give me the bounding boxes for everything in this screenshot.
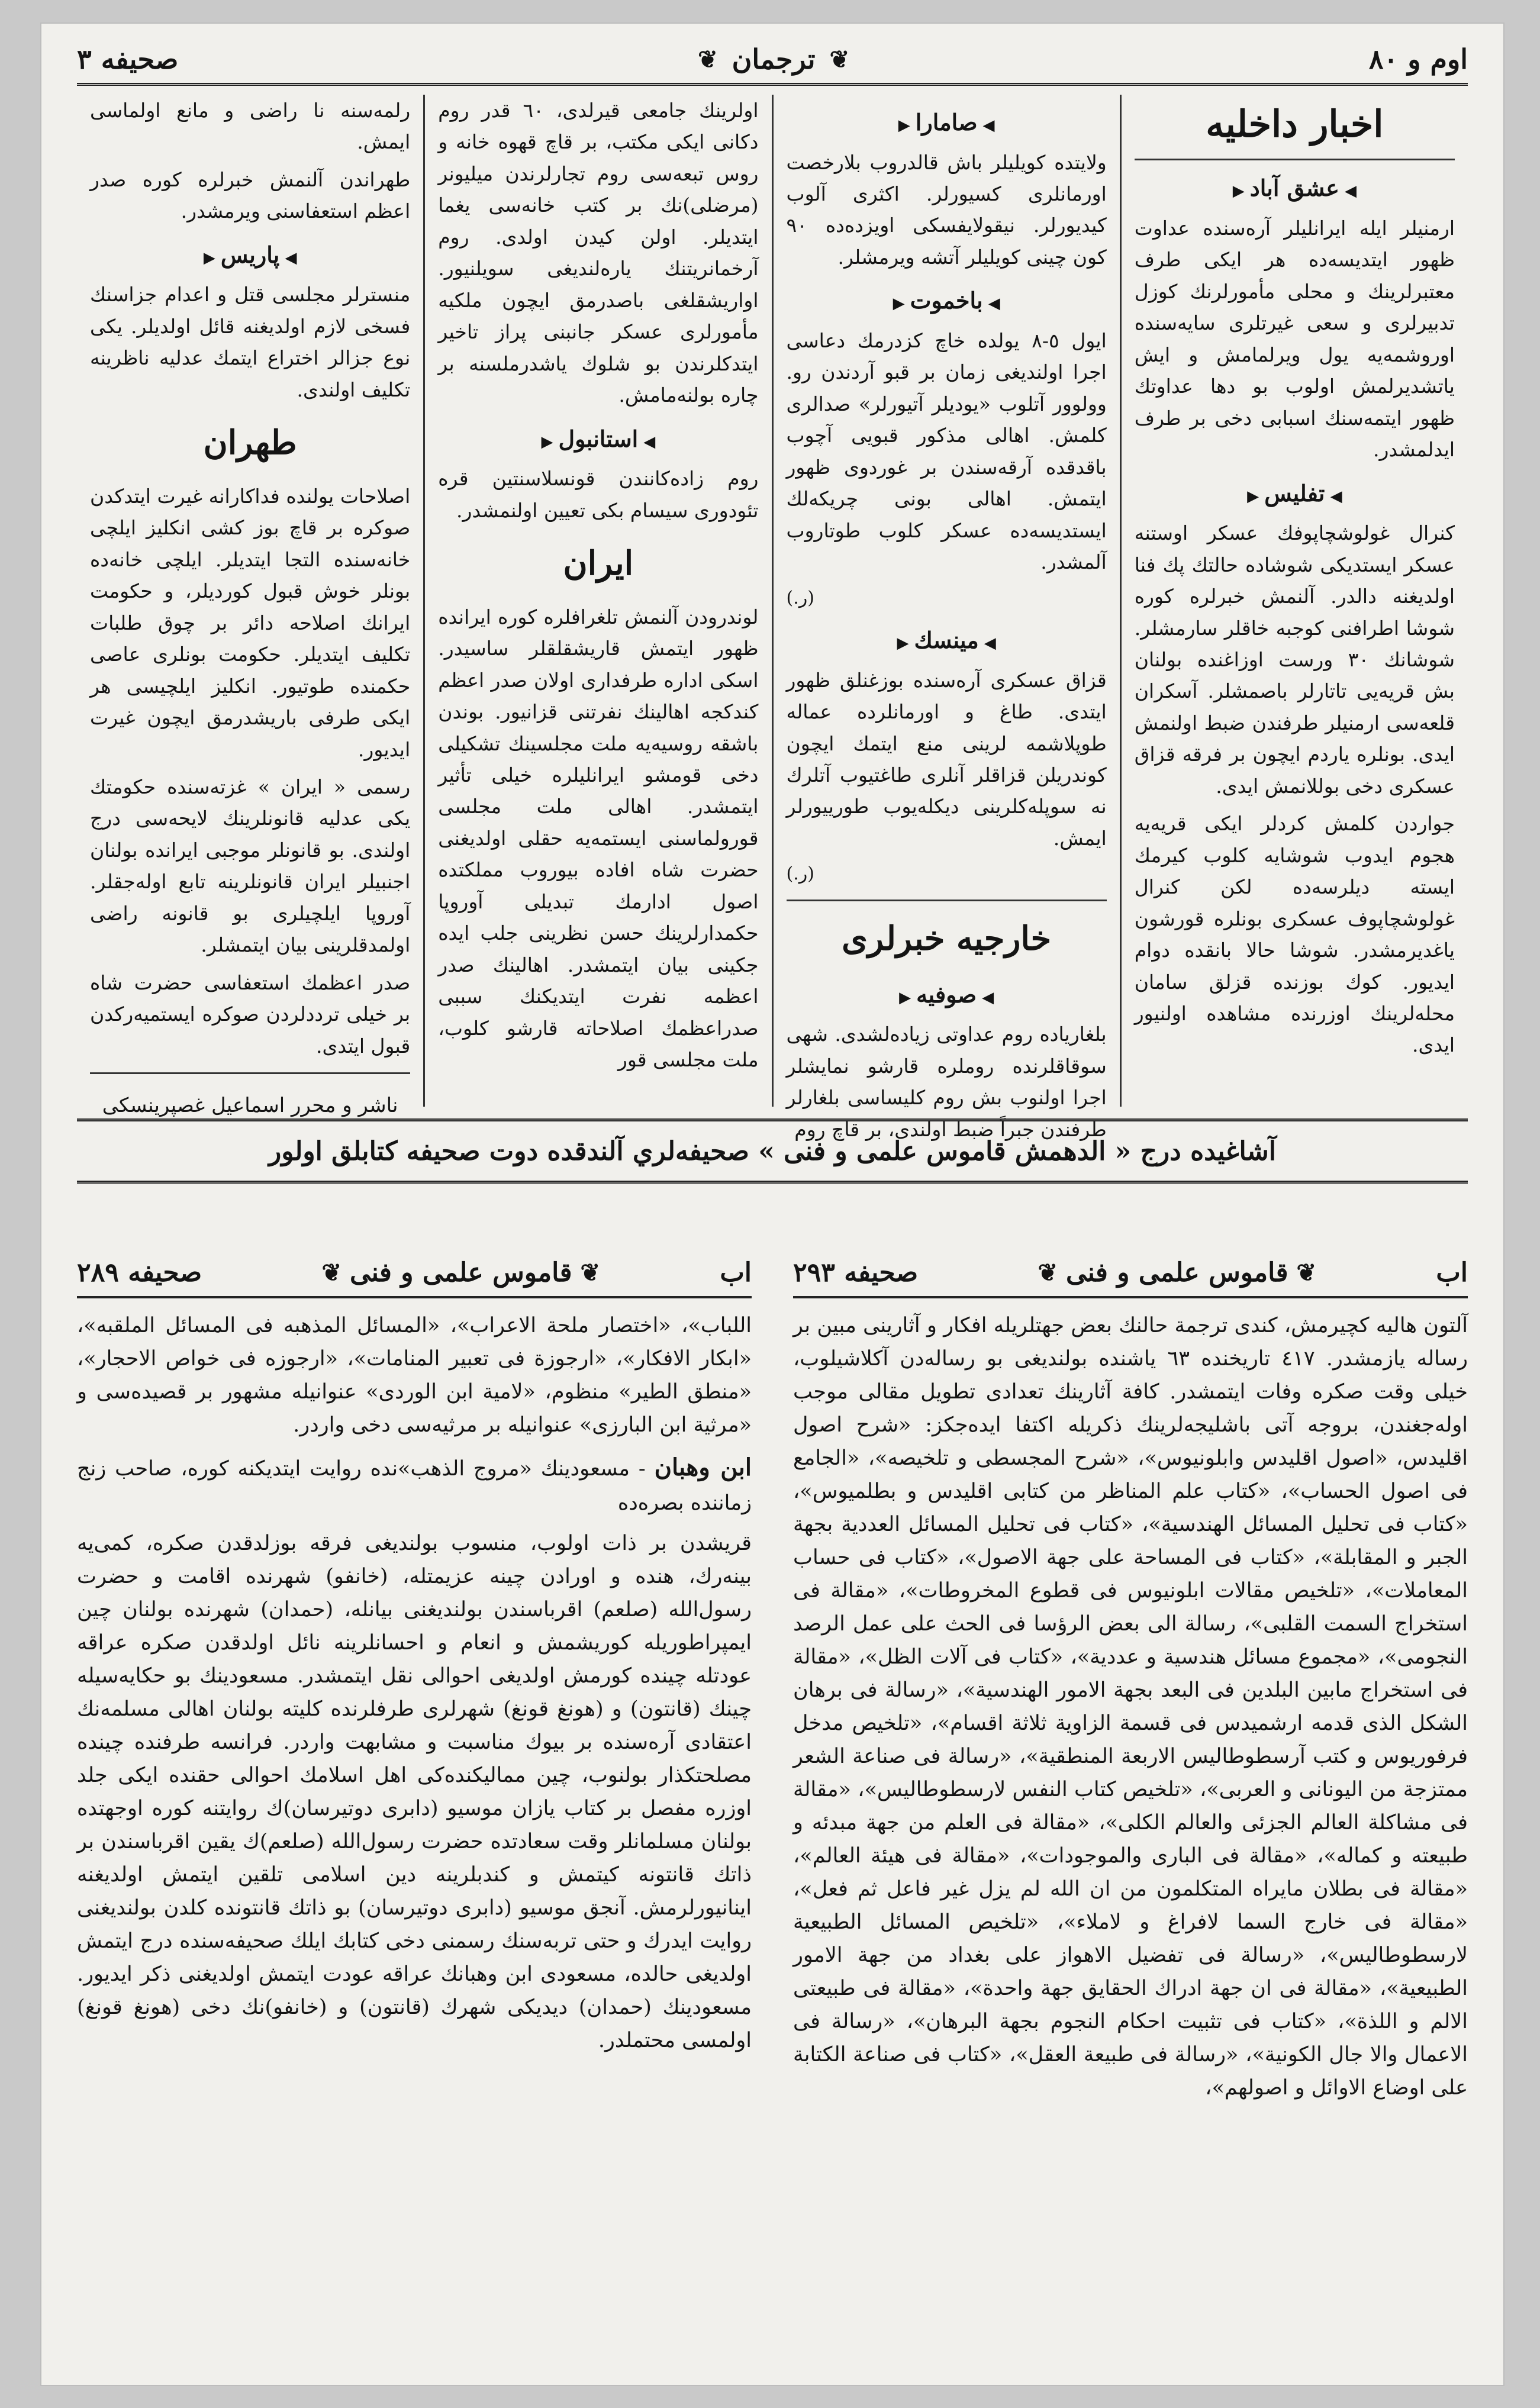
dictionary-paragraph: آلتون هاليه كچيرمش، كندى ترجمة حالنك بعض جهتلريله افكار و آثارينى مبين بر رساله يازمشدر. ٤١٧ تاريخنده ٦٣ ياشنده بولنديغى بو رساله‌دن آكلاشيلوب، خيلى وقت صكره وفات ايتمشدر. كافة آثارينك تعدادى تطويل مقالى موجب اوله‌جغندن، بروجه آتى باشليجه‌لرينك ذكريله اكتفا ايده‌جكز: «شرح اصول اقليدس، «اصول اقليدس وابلونيوس»، «شرح المجسطى و تلخيصه»، «الجامع فى اصول الحساب»، «كتاب علم المناظر من كتابى اقليدس و بطلميوس»، «كتاب فى تحليل المسائل الهندسية»، «كتاب فى تحليل المسائل العددية بجهة الجبر و المقابلة»، «كتاب فى المساحة على جهة الاصول»، «كتاب فى حساب المعاملات»، «تلخيص مقالات ابلونيوس فى قطوع المخروطات»، «مقالة فى استخراج السمت القلبى»، رسالة الى بعض الرؤسا فى الحث على عمل الرصد النجومى»، «مجموع مسائل هندسية و عددية»، «كتاب فى آلات الظل»، «مقالة فى استخراج مابين البلدين فى البعد بجهة الامور الهندسية»، «رسالة فى برهان الشكل الذى قدمه ارشميدس فى قسمة الزاوية ثلاثة اقسام»، «تلخيص مدخل فرفوريوس و كتب آرسطوطاليس الاربعة المنطقية»، «رسالة فى صناعة الشعر ممتزجة من اليونانى و العربى»، «تلخيص كتاب النفس لارسطوطاليس»، «مقالة فى مشاكلة العالم الجزئى والعالم الكلى»، «مقالة فى العلم من جهة مبدئه و طبيعته و كماله»، «مقالة فى البارى والموجودات»، «مقالة فى هيئة العالم»، «مقالة فى بطلان مايراه المتكلمون من ان الله لم يزل غير فاعل ثم فعل»، «مقالة فى خارج السما لافراغ و لاملاء»، «تلخيص المسائل الطبيعية لارسطوطاليس»، «رسالة فى تفضيل الاهواز على بغداد من جهة الامور الطبيعية»، «مقالة فى ان جهة ادراك الحقايق جهة واحدة»، «مقالة فى طبيعتى الالم و اللذة»، «كتاب فى تثبيت احكام النجوم بجهة البرهان»، «رسالة فى الاعمال والا جال الكونية»، «رسالة فى طبيعة العقل»، «كتاب فى صناعة الكتابة على اوضاع الاوائل و اصولهم»، [793, 1314, 1468, 2100]
column-domestic [1120, 95, 1468, 1107]
article-heading: ◀ عشق آباد ▶ [1135, 170, 1455, 207]
issue-number: اوم و ٨٠ [1368, 43, 1468, 75]
article-text: اصلاحات يولنده فداكارانه غيرت ايتدكدن صوكره بر قاچ بوز كشى انكليز ايلچى خانه‌سنده التجا ايتديلر. ايلچى خانه‌ده بونلر خوش قبول كورديلر، و حكومت ايرانك اصلاحه دائر بر چوق طلبات تكليف ايتديلر. حكومت بونلرى عاصى حكمنده طوتيور. انكليز ايلچيسى هر ايكى طرفى باريشدرمق ايچون غيرت ايديور. [90, 484, 411, 761]
ornament-icon: ❦ [1296, 1258, 1317, 1287]
column-3 [423, 95, 771, 1107]
article-heading-large: ايران [563, 543, 634, 583]
page-label: صحيفه ٣ [77, 43, 179, 75]
entry-headword: ابن وهبان [654, 1453, 752, 1481]
article-text: صدر اعظمك استعفاسى حضرت شاه بر خيلى ترددلردن صوكره ايستميه‌ركدن قبول ايتدى. [90, 971, 411, 1058]
article-text: جواردن كلمش كردلر ايكى قريه‌يه هجوم ايدوب شوشايه كلوب كيرمك ايسته ديلرسه‌ده لكن كنرال غولوشچاپوف عسكرى بونلره قورشون ياغديرمشدر. شوشا حالا بانقده دوام ايديور. كوك بوزنده قزلق سامان محله‌لرينك اوزرنده مشاهده اولنيور ايدى. [1134, 812, 1455, 1057]
column-2 [772, 95, 1120, 1141]
article-heading: ◀ صوفيه ▶ [787, 976, 1107, 1013]
article-text: قزاق عسكرى آره‌سنده بوزغنلق ظهور ايتدى. طاغ و اورمانلرده عماله طوپلاشمه لرينى منع ايتمك ايچون كوندريلن قزاقلر آنلرى طاغتيوب آتلرك نه سوپله‌كلرينى ديكله‌يوب طورييورلر ايمش. [786, 668, 1107, 850]
dictionary-page-left [77, 1249, 752, 2367]
article-text: ولايتده كويليلر باش قالدروب بلارخصت اورمانلرى كسيورلر. اكثرى آلوب كيديورلر. نيقولايفسكى اويزده‌ده ٩٠ كون چينى كويليلر آتشه ويرمشلر. [786, 150, 1107, 269]
masthead [77, 36, 1468, 86]
article-text: روم زاده‌كانندن قونسلاسنتين قره تئودورى سيسام بكى تعيين اولنمشدر. [438, 467, 759, 522]
article-text: رلمه‌سنه نا راضى و مانع اولماسى ايمش. [90, 99, 411, 154]
supplement-banner [77, 1118, 1468, 1184]
newspaper-title: ترجمان [732, 43, 816, 75]
banner-text: آشاغيده درج « الدهمش قاموس علمى و فنى » صحيفه‌لري آلندقده دوت صحيفه كتابلق اولور [268, 1136, 1277, 1166]
dictionary-page-right [793, 1249, 1468, 2367]
dictionary-pages [77, 1249, 1468, 2367]
dictionary-paragraph: قريشدن بر ذات اولوب، منسوب بولنديغى فرقه بوزلدقدن صكره، كمى‌يه بينه‌رك، هنده و اورادن چينه عزيمتله، (خانفو) شهرنده اقامت و حضرت رسول‌الله (صلعم) اقرباسندن بولنديغنى بيانله، (حمدان) شهرنده بولنان چين ايمپراطوريله كوريشمش و انعام و احسانلرينه نائل اولدقدن صكره عراقه عودتله چينده كورمش اولديغى احوالى نقل ايتمشدر. مسعودينك بو حكايه‌سيله چينك (قانتون) و (هونغ قونغ) شهرلرى طرفلرنده كليته بولنان اهالى مسلمه‌نك اعتقادى آره‌سنده بر بيوك مناسبت و مشابهت واردر. فرانسه طرفنده چينده مصلحتكذار بولنوب، چين مماليكنده‌كى اهل اسلامك احوالى حقنده ايكى جلد اوزره مفصل بر كتاب يازان موسيو (دابرى دوتيرسان)ك روايتنه كوره اوجهتده بولنان مسلمانلر وقت سعادتده حضرت رسول‌الله (صلعم)ك يقين اقرباسندن بر ذاتك قانتونه كيتمش و كندبلرينه دين اسلامى تلقين ايتمش اولديغنه اينانيورلرمش. آنجق موسيو (دابرى دوتيرسان) بو ذاتك قانتونده كلدن بولنديغنى روايت ايدرك و حتى تربه‌سنك رسمنى دخى كتابك ايلك صحيفه‌سنده درج ايتمش اولديغى حالده، مسعودى ابن وهبانك عراقه عودت ايتمش اولديغنى ذكر ايديور. مسعودينك (حمدان) ديديكى شهرك (قانتون) و (خانفو)نك دخى (هونغ قونغ) اولمسى محتملدر. [77, 1532, 752, 2052]
article-text: ايول ٥-٨ يولده خاچ كزدرمك دعاسى اجرا اولنديغى زمان بر قبو آردندن رو. وولوور آتلوب «يوديلر آتيورلر» صدالرى كلمش. اهالى مذكور قبويى آچوب باقدقده آرقه‌سندن بر غوردوى ظهور ايتمش. اهالى بونى چريكه‌لك ايستديسه‌ده عسكر كلوب طوتاروب آلمشدر. [786, 328, 1107, 574]
article-heading: ◀ باخموت ▶ [787, 282, 1107, 319]
divider [787, 900, 1107, 901]
article-heading: ◀ پاريس ▶ [90, 237, 410, 273]
dictionary-title: قاموس علمى و فنى [1065, 1257, 1288, 1288]
article-signature: (ر.) [786, 587, 814, 608]
article-text: لوندرودن آلنمش تلغرافلره كوره ايرانده ظهور ايتمش قاريشقلقلر ساسيدر. اسكى اداره طرفدارى اولان صدر اعظم كندكجه اهالينك نفرتنى قزانيور. بوندن باشقه روسيه‌يه ملت مجلسينك تشكيلى دخى قومشو ايرانليلره خيلى تأثير ايتمشدر. اهالى ملت مجلسى قورولماسنى ايستمه‌يه حقلى اولديغنى حضرت شاه افاده بيوروب مملكتده اصول ادارمك تبديلى آوروپا حكمدارلرينك حسن نظرينى جلب ايده جكينى بيان ايتمشدر. اهالينك صدر اعظمه نفرت ايتديكنك سببى صدراعظمك اصلاحاته قارشو كلوب، ملت مجلسى قور [438, 605, 759, 1072]
ornament-icon: ❦ [698, 45, 718, 73]
article-heading-large: طهران [203, 423, 297, 463]
dictionary-entry [77, 1449, 752, 1520]
dictionary-title-group [1038, 1258, 1316, 1288]
section-heading-domestic: اخبار داخليه [1135, 95, 1455, 160]
article-text: ارمنيلر ايله ايرانليلر آره‌سنده عداوت ظهور ايتديسه‌ده هر ايكى طرف معتبرلرينك و محلى مأمورلرنك كوزل تدبيرلرى و سعى غيرتلرى سايه‌سنده اوروشمه‌يه يول ويرلمامش و ايش ياتشديرلمش اولوب بو دها عداوتك ظهور ايتمه‌سنك اسبابى دخى بر طرف ايدلمشدر. [1134, 216, 1455, 462]
article-text: بلغارياده روم عداوتى زياده‌لشدى. شهى سوقاقلرنده روملره قارشو نمايشلر اجرا اولنوب بش روم كليساسى بلغارلر طرفندن جبراً ضبط اولندى، بر قاچ روم [786, 1023, 1107, 1141]
article-text: كنرال غولوشچاپوفك عسكر اوستنه عسكر ايستديكى شوشاده حالتك پك فنا اولديغنه دالدر. آلنمش خبرلره كوره شوشا اطرافنى كوجبه خاقلر سارمشلر. شوشانك ٣٠ ورست اوزاغنده بولنان بش قريه‌يى تاتارلر باصمشلر. آسكران قلعه‌سى ارمنيلر طرفندن ضبط اولنمش ايدى. بونلره ياردم ايچون بر فرقه قزاق عسكرى دخى بوللانمش ايدى. [1134, 521, 1455, 798]
article-heading: ◀ صامارا ▶ [787, 104, 1107, 141]
dictionary-title: قاموس علمى و فنى [349, 1257, 572, 1288]
article-heading: ◀ استانبول ▶ [438, 421, 758, 457]
dictionary-header [77, 1249, 752, 1298]
article-text: اولرينك جامعى قيرلدى، ٦٠ قدر روم دكانى ايكى مكتب، بر قاچ قهوه خانه و روس تبعه‌سى روم تجارلرندن ميليونر (مرضلى)نك بر كتب خانه‌سى يغما ايتديلر. اولن كيدن اولدى. روم آرخمانريتنك ياره‌لنديغى سويلنيور. اواريشقلغى باصدرمق ايچون ملكيه مأمورلرى عسكر جانبنى پراز تاخير ايتدكلرندن بو شلوك ياشدرملسنه بر چاره بولنه‌مامش. [438, 99, 759, 407]
ornament-icon: ❦ [829, 45, 850, 73]
section-heading-foreign: خارجيه خبرلرى [842, 918, 1052, 958]
dictionary-page-number: صحيفه ٢٨٩ [77, 1257, 202, 1288]
article-text: طهراندن آلنمش خبرلره كوره صدر اعظم استعفاسنى ويرمشدر. [90, 167, 411, 223]
publisher-line: ناشر و محرر اسماعيل غصپرينسكى [102, 1094, 398, 1118]
masthead-title-group [698, 43, 849, 75]
article-heading: ◀ مينسك ▶ [787, 622, 1107, 659]
entry-lead: - مسعودينك «مروج الذهب»نده روايت ايتديكنه كوره، صاحب زنج زماننده بصره‌ده [77, 1457, 752, 1515]
article-signature: (ر.) [786, 863, 814, 885]
dictionary-page-number: صحيفه ٢٩٣ [793, 1257, 919, 1288]
article-heading: ◀ تفليس ▶ [1135, 475, 1455, 512]
dictionary-paragraph: اللباب»، «اختصار ملحة الاعراب»، «المسائل المذهبه فى المسائل الملقبه»، «ابكار الافكار»، «ارجوزة فى تعبير المنامات»، «ارجوزه فى خواص الاحجار»، «منطق الطير» منظوم، «لامية ابن الوردى» عنوانيله مشهور بر قصيده‌سى و «مرثية ابن البارزى» عنوانيله بر مرثيه‌سى دخى واردر. [77, 1314, 752, 1437]
divider [90, 1072, 410, 1074]
ornament-icon: ❦ [321, 1258, 341, 1287]
column-4 [77, 95, 423, 1118]
dictionary-letter: اب [1436, 1257, 1468, 1288]
ornament-icon: ❦ [1038, 1258, 1058, 1287]
dictionary-body [77, 1298, 752, 2367]
dictionary-letter: اب [720, 1257, 752, 1288]
dictionary-title-group [321, 1258, 600, 1288]
dictionary-header [793, 1249, 1468, 1298]
dictionary-body [793, 1298, 1468, 2367]
newspaper-page [41, 24, 1503, 2385]
ornament-icon: ❦ [580, 1258, 601, 1287]
news-columns [77, 95, 1468, 1141]
article-text: منسترلر مجلسى قتل و اعدام جزاسنك فسخى لازم اولديغنه قائل اولديلر. يكى نوع جزالر اختراع ايتمك عدليه ناظرينه تكليف اولندى. [90, 283, 411, 401]
article-text: رسمى « ايران » غزته‌سنده حكومتك يكى عدليه قانونلرينك لايحه‌سى درج اولندى. بو قانونلر موجبى ايرانده بولنان اجنبيلر ايران قانونلرينه تابع اوله‌جقلر. آوروپا ايلچيلرى بو قانونه راضى اولمدقلرينى بيان ايتمشلر. [90, 775, 411, 957]
